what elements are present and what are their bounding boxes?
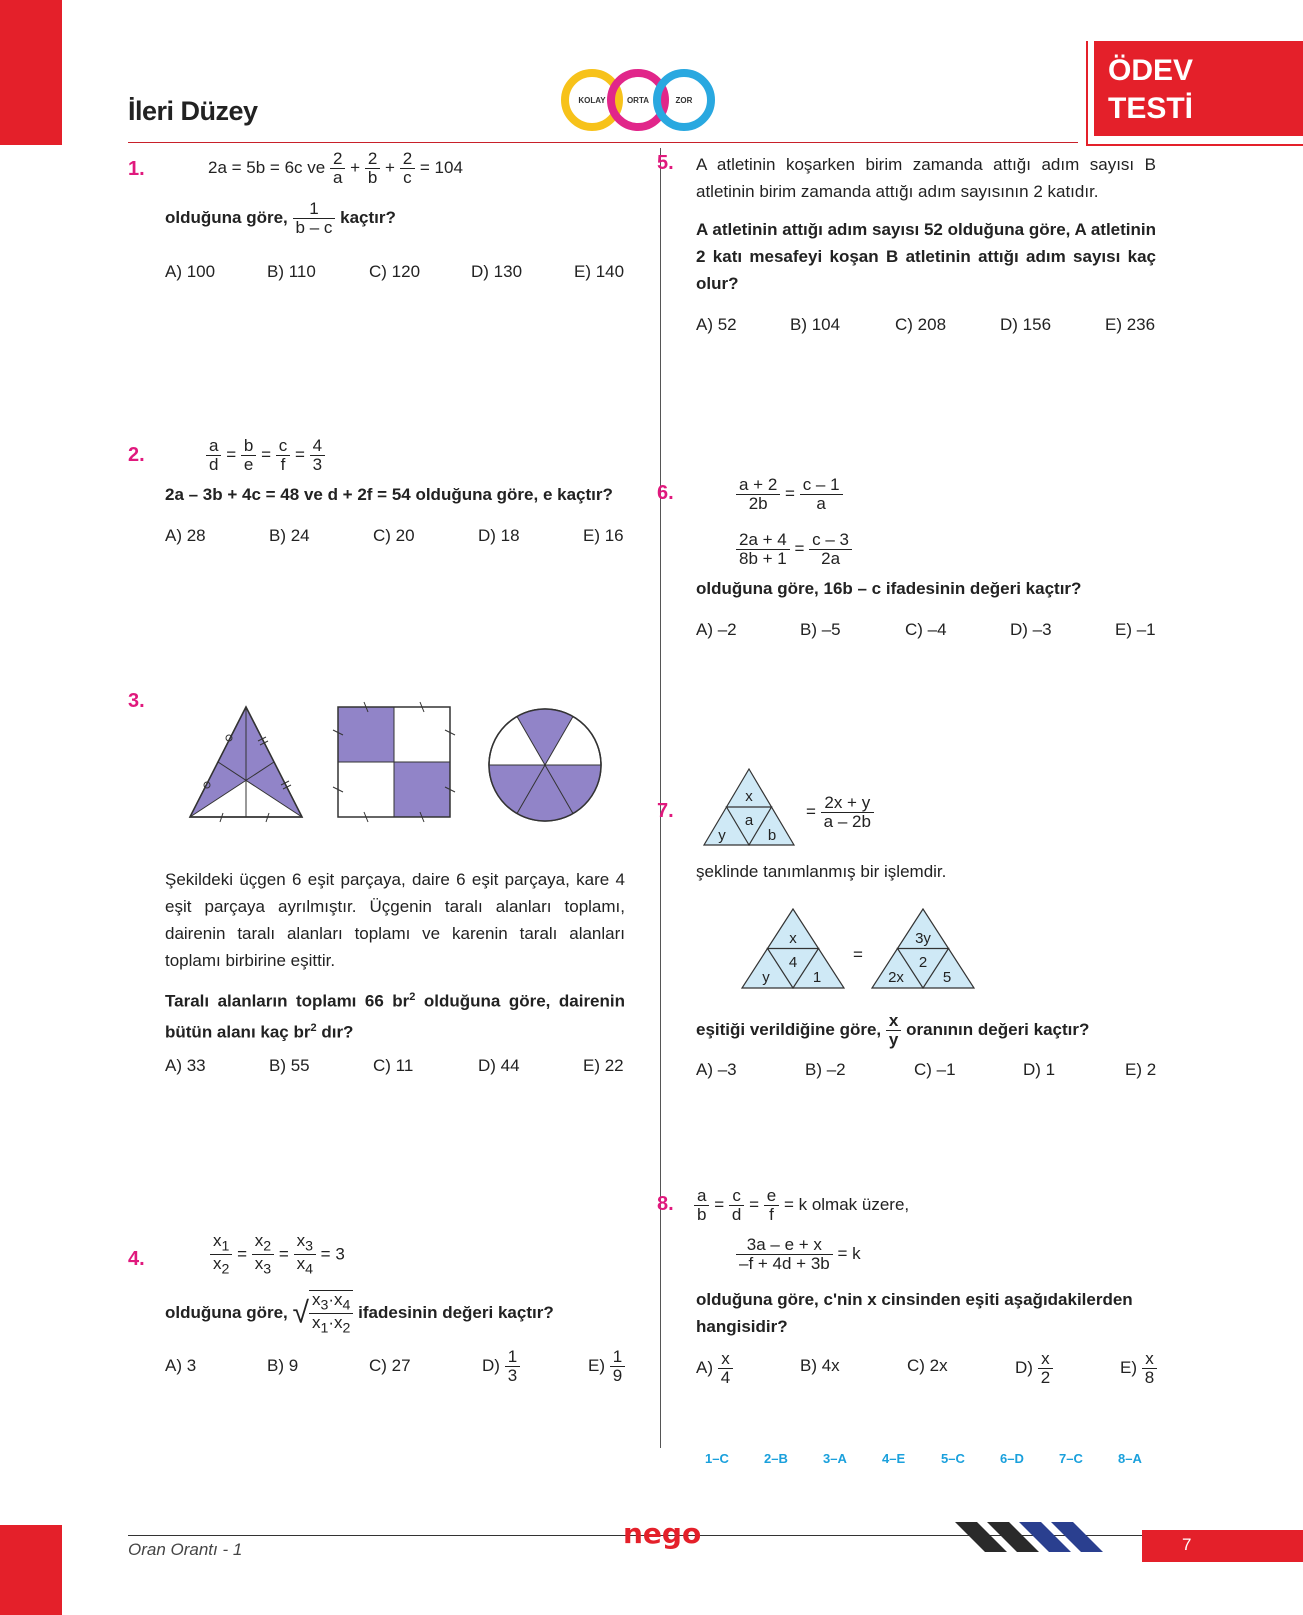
- q7-definition-triangle: [700, 765, 810, 850]
- q6-number: 6.: [657, 482, 674, 504]
- answer-key-1: 1–C: [705, 1451, 729, 1466]
- q3-option-e[interactable]: E) 22: [583, 1056, 624, 1075]
- q6-option-c[interactable]: C) –4: [905, 620, 947, 639]
- svg-text:x: x: [789, 930, 797, 947]
- svg-text:4: 4: [788, 954, 798, 971]
- svg-text:1: 1: [812, 969, 822, 986]
- header-rule: [128, 142, 1078, 143]
- q8-option-c[interactable]: C) 2x: [907, 1356, 948, 1375]
- q7-text: şeklinde tanımlanmış bir işlemdir.: [696, 862, 947, 881]
- q4-option-d[interactable]: D) $\frac{1}{3}$: [482, 1348, 520, 1385]
- tri-b: b: [767, 827, 777, 844]
- shaded-circle: [489, 709, 601, 821]
- q3-number: 3.: [128, 690, 145, 712]
- q4-option-e[interactable]: E) $\frac{1}{9}$: [588, 1348, 625, 1385]
- q7-option-b[interactable]: B) –2: [805, 1060, 846, 1079]
- q7-option-d[interactable]: D) 1: [1023, 1060, 1056, 1079]
- answer-key-5: 5–C: [941, 1451, 965, 1466]
- q1-option-e[interactable]: E) 140: [574, 262, 625, 281]
- answer-key-4: 4–E: [882, 1451, 906, 1466]
- q7-option-e[interactable]: E) 2: [1125, 1060, 1157, 1079]
- badge-text: ÖDEV TESTİ: [1108, 54, 1194, 125]
- q7-option-a[interactable]: A) –3: [696, 1060, 737, 1079]
- q5-option-b[interactable]: B) 104: [790, 315, 841, 334]
- q3-option-b[interactable]: B) 55: [269, 1056, 310, 1075]
- q1-question: olduğuna göre, $\frac{1}{b - c}$ kaçtır?: [165, 199, 396, 237]
- svg-text:5: 5: [942, 969, 952, 986]
- q2-option-c[interactable]: C) 20: [373, 526, 415, 545]
- svg-text:y: y: [762, 969, 770, 986]
- answer-key-2: 2–B: [764, 1451, 788, 1466]
- q8-number: 8.: [657, 1193, 674, 1215]
- q2-number: 2.: [128, 444, 145, 466]
- q4-option-b[interactable]: B) 9: [267, 1356, 299, 1375]
- q6-equation-1: $\frac{a + 2}{2b}$ = $\frac{c - 1}{a}$: [736, 476, 843, 513]
- answer-key-6: 6–D: [1000, 1451, 1024, 1466]
- q8-proportion: $\frac{a}{b}$ = $\frac{c}{d}$ = $\frac{e}{f}$ = k olmak üzere,: [694, 1187, 909, 1224]
- answer-key-7: 7–C: [1059, 1451, 1083, 1466]
- page-title: İleri Düzey: [128, 96, 258, 126]
- page-number: 7: [1182, 1535, 1192, 1554]
- tri-a: a: [744, 812, 754, 829]
- answer-key-8: 8–A: [1118, 1451, 1142, 1466]
- q6-option-a[interactable]: A) –2: [696, 620, 737, 639]
- q6-equation-2: $\frac{2a + 4}{8b + 1}$ = $\frac{c - 3}{2a}$: [736, 531, 852, 568]
- q4-question: olduğuna göre, √ $\frac{x_3\cdot x_4}{x_1\cdot x_2}$ ifadesinin değeri kaçtır?: [165, 1290, 554, 1337]
- q5-question: A atletinin attığı adım sayısı 52 olduğuna göre, A atletinin 2 katı mesafeyi koşan B atletinin attığı adım sayısı kaç olur?: [696, 220, 1157, 293]
- level-kolay: KOLAY: [578, 96, 606, 105]
- q3-paragraph: Şekildeki üçgen 6 eşit parçaya, daire 6 eşit parçaya, kare 4 eşit parçaya ayrılmıştır. Üçgenin taralı alanları toplamı, dairenin taralı alanları toplamı ve karenin taralı alanları toplamı birbirine eşittir.: [165, 870, 625, 970]
- q5-option-a[interactable]: A) 52: [696, 315, 737, 334]
- q5-option-c[interactable]: C) 208: [895, 315, 947, 334]
- q4-proportion: $\frac{x_1}{x_2}$ = $\frac{x_2}{x_3}$ = $\frac{x_3}{x_4}$ = 3: [210, 1232, 345, 1278]
- q8-option-d[interactable]: D) $\frac{x}{2}$: [1015, 1350, 1053, 1387]
- q6-option-d[interactable]: D) –3: [1010, 620, 1052, 639]
- answer-key-3: 3–A: [823, 1451, 847, 1466]
- q7-definition: = $\frac{2x + y}{a - 2b}$: [806, 794, 874, 831]
- q8-option-e[interactable]: E) $\frac{x}{8}$: [1120, 1350, 1157, 1387]
- q3-figures: [180, 695, 620, 830]
- q4-option-c[interactable]: C) 27: [369, 1356, 411, 1375]
- footer-chapter-title: Oran Orantı - 1: [128, 1540, 243, 1559]
- q7-triangles-equation: [738, 905, 983, 993]
- q1-option-b[interactable]: B) 110: [267, 262, 316, 281]
- tri-x: x: [745, 788, 753, 805]
- q5-option-d[interactable]: D) 156: [1000, 315, 1052, 334]
- svg-text:2x: 2x: [888, 969, 904, 986]
- q2-question: 2a – 3b + 4c = 48 ve d + 2f = 54 olduğuna göre, e kaçtır?: [165, 485, 613, 504]
- q6-option-e[interactable]: E) –1: [1115, 620, 1156, 639]
- q2-option-b[interactable]: B) 24: [269, 526, 310, 545]
- q1-number: 1.: [128, 158, 145, 180]
- q8-option-a[interactable]: A) $\frac{x}{4}$: [696, 1350, 733, 1387]
- q3-question: Taralı alanların toplamı 66 $br^2$ olduğuna göre, dairenin bütün alanı kaç $br^2$ dır?: [165, 991, 626, 1042]
- q8-question: olduğuna göre, c'nin x cinsinden eşiti aşağıdakilerden hangisidir?: [696, 1290, 1133, 1336]
- q5-option-e[interactable]: E) 236: [1105, 315, 1156, 334]
- publisher-logo: nego: [623, 1517, 702, 1550]
- shaded-triangle: [190, 707, 302, 822]
- q1-option-a[interactable]: A) 100: [165, 262, 216, 281]
- svg-text:3y: 3y: [915, 930, 931, 947]
- q3-option-d[interactable]: D) 44: [478, 1056, 520, 1075]
- q5-text: A atletinin koşarken birim zamanda attığı adım sayısı B atletinin birim zamanda attığı adım sayısının 2 katıdır.: [696, 155, 1156, 201]
- q2-proportion: $\frac{a}{d}$ = $\frac{b}{e}$ = $\frac{c}{f}$ = $\frac{4}{3}$: [206, 437, 325, 474]
- left-red-bar-bottom: [0, 1525, 62, 1615]
- q3-option-a[interactable]: A) 33: [165, 1056, 206, 1075]
- q1-option-c[interactable]: C) 120: [369, 262, 421, 281]
- q8-equation: $\frac{3a - e + x}{-f + 4d + 3b}$ = k: [736, 1236, 861, 1273]
- level-orta: ORTA: [626, 96, 650, 105]
- q6-option-b[interactable]: B) –5: [800, 620, 841, 639]
- q4-number: 4.: [128, 1248, 145, 1270]
- svg-text:2: 2: [918, 954, 928, 971]
- left-red-bar-top: [0, 0, 62, 145]
- q2-option-a[interactable]: A) 28: [165, 526, 206, 545]
- q3-option-c[interactable]: C) 11: [373, 1056, 414, 1075]
- q2-option-d[interactable]: D) 18: [478, 526, 520, 545]
- q6-question: olduğuna göre, 16b – c ifadesinin değeri kaçtır?: [696, 579, 1082, 598]
- q7-option-c[interactable]: C) –1: [914, 1060, 956, 1079]
- q1-equation: 2a = 5b = 6c ve $\frac{2}{a}$ + $\frac{2}{b}$ + $\frac{2}{c}$ = 104: [208, 149, 463, 187]
- level-zor: ZOR: [675, 96, 693, 105]
- q5-number: 5.: [657, 152, 674, 174]
- q1-option-d[interactable]: D) 130: [471, 262, 523, 281]
- shaded-square: [333, 702, 455, 822]
- svg-text:=: =: [853, 945, 863, 964]
- q7-question: eşitiği verildiğine göre, $\frac{x}{y}$ oranının değeri kaçtır?: [696, 1011, 1090, 1049]
- column-divider: [660, 148, 661, 1448]
- q2-option-e[interactable]: E) 16: [583, 526, 624, 545]
- tri-y: y: [718, 827, 726, 844]
- footer-stripes: [955, 1522, 1145, 1562]
- page-number-box: [1142, 1530, 1303, 1562]
- q8-option-b[interactable]: B) 4x: [800, 1356, 840, 1375]
- difficulty-circles: [560, 68, 720, 132]
- q4-option-a[interactable]: A) 3: [165, 1356, 197, 1375]
- q7-number: 7.: [657, 800, 674, 822]
